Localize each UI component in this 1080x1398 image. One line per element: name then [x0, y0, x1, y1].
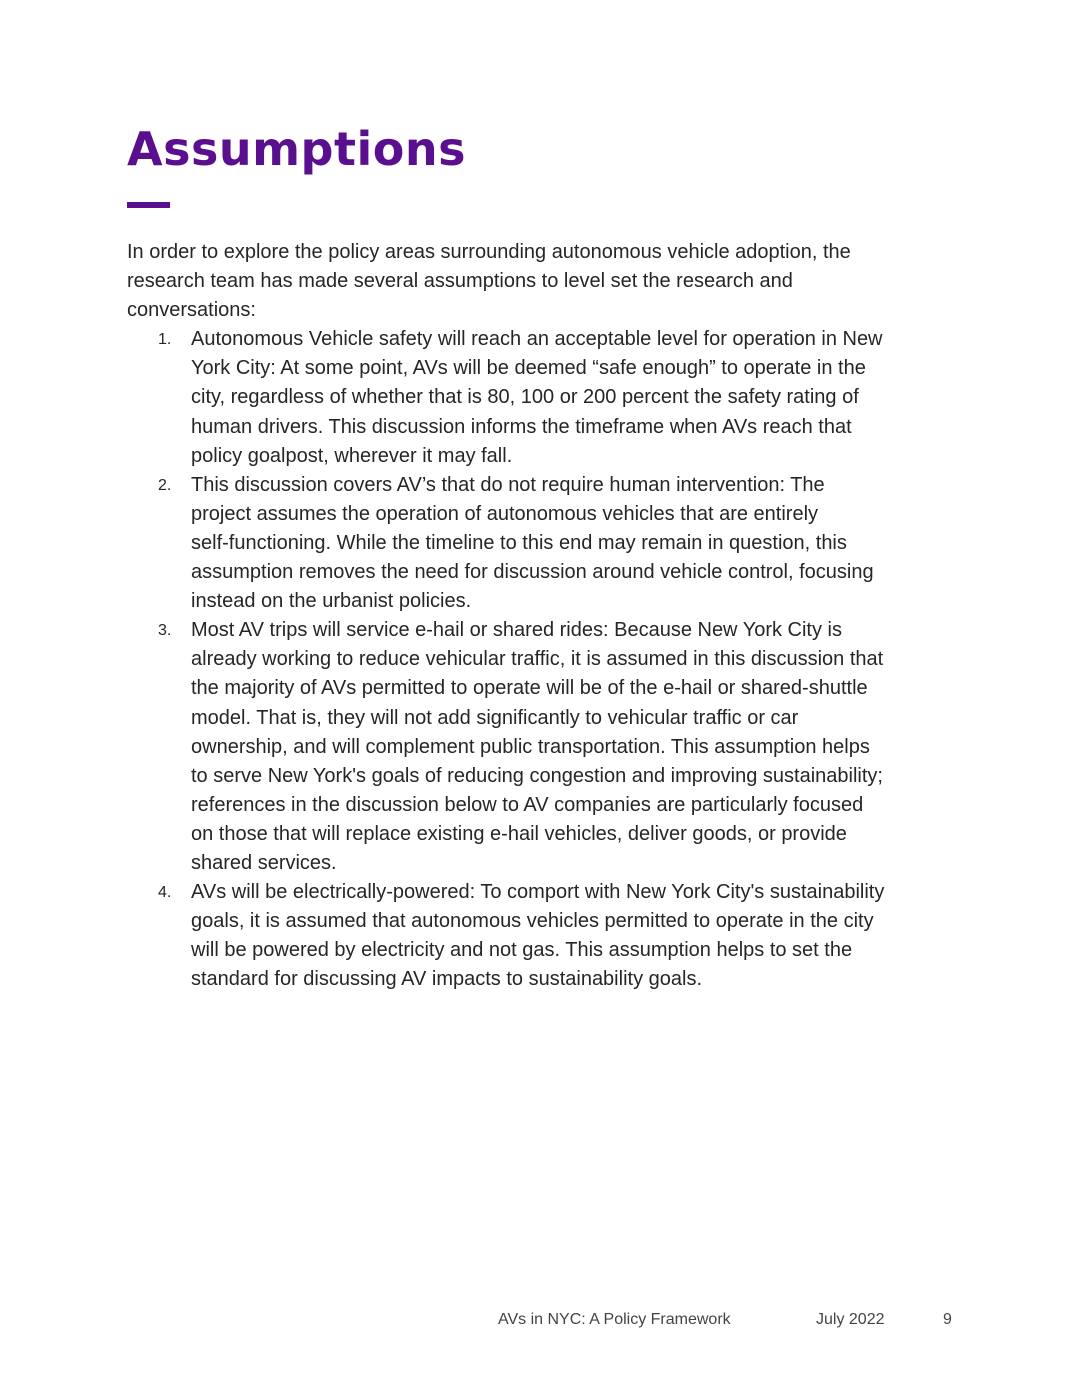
footer-date: July 2022: [816, 1311, 885, 1328]
list-item-line: instead on the urbanist policies.: [191, 590, 472, 613]
list-item: [127, 471, 957, 616]
list-item: [127, 878, 957, 994]
intro-paragraph: [127, 238, 957, 325]
list-item-line: the majority of AVs permitted to operate will be of the e-hail or shared-shuttle: [191, 677, 868, 700]
list-item-line: policy goalpost, wherever it may fall.: [191, 444, 513, 467]
list-item-line: model. That is, they will not add significantly to vehicular traffic or car: [191, 706, 799, 729]
list-item-line: human drivers. This discussion informs the timeframe when AVs reach that: [191, 415, 852, 438]
list-number: 2.: [158, 476, 172, 494]
list-item-line: assumption removes the need for discussion around vehicle control, focusing: [191, 561, 874, 584]
list-item-line: city, regardless of whether that is 80, 100 or 200 percent the safety rating of: [191, 386, 859, 409]
list-item-line: will be powered by electricity and not gas. This assumption helps to set the: [191, 939, 853, 962]
list-item-line: references in the discussion below to AV companies are particularly focused: [191, 793, 864, 816]
list-item-line: shared services.: [191, 851, 337, 874]
list-item-line: already working to reduce vehicular traffic, it is assumed in this discussion that: [191, 648, 884, 671]
list-item-line: self-functioning. While the timeline to this end may remain in question, this: [191, 531, 847, 554]
list-item-line: AVs will be electrically-powered: To comport with New York City's sustainability: [191, 881, 885, 904]
list-item-line: project assumes the operation of autonomous vehicles that are entirely: [191, 502, 819, 525]
list-item-line: York City: At some point, AVs will be deemed “safe enough” to operate in the: [191, 357, 866, 380]
assumptions-list: [127, 325, 957, 994]
list-item: [127, 616, 957, 878]
footer-doc-title: AVs in NYC: A Policy Framework: [498, 1311, 731, 1328]
list-item-line: to serve New York's goals of reducing congestion and improving sustainability;: [191, 764, 883, 787]
list-item-line: goals, it is assumed that autonomous vehicles permitted to operate in the city: [191, 910, 874, 933]
footer-page-number: 9: [943, 1311, 952, 1328]
list-number: 3.: [158, 622, 172, 640]
intro-line: conversations:: [127, 299, 256, 322]
intro-line: In order to explore the policy areas surrounding autonomous vehicle adoption, the: [127, 241, 851, 263]
body-text: [127, 238, 957, 994]
list-item-line: on those that will replace existing e-hail vehicles, deliver goods, or provide: [191, 822, 847, 845]
list-number: 4.: [158, 884, 172, 902]
list-item-line: ownership, and will complement public transportation. This assumption helps: [191, 735, 870, 758]
list-item-line: standard for discussing AV impacts to sustainability goals.: [191, 968, 702, 991]
page-title: Assumptions: [127, 122, 466, 176]
list-item: [127, 325, 957, 470]
intro-line: research team has made several assumptions to level set the research and: [127, 270, 793, 293]
list-item-line: Autonomous Vehicle safety will reach an acceptable level for operation in New: [191, 328, 883, 351]
list-number: 1.: [158, 331, 172, 349]
list-item-line: This discussion covers AV’s that do not require human intervention: The: [191, 473, 825, 496]
list-item-line: Most AV trips will service e-hail or shared rides: Because New York City is: [191, 619, 842, 642]
title-underline: [127, 202, 170, 208]
